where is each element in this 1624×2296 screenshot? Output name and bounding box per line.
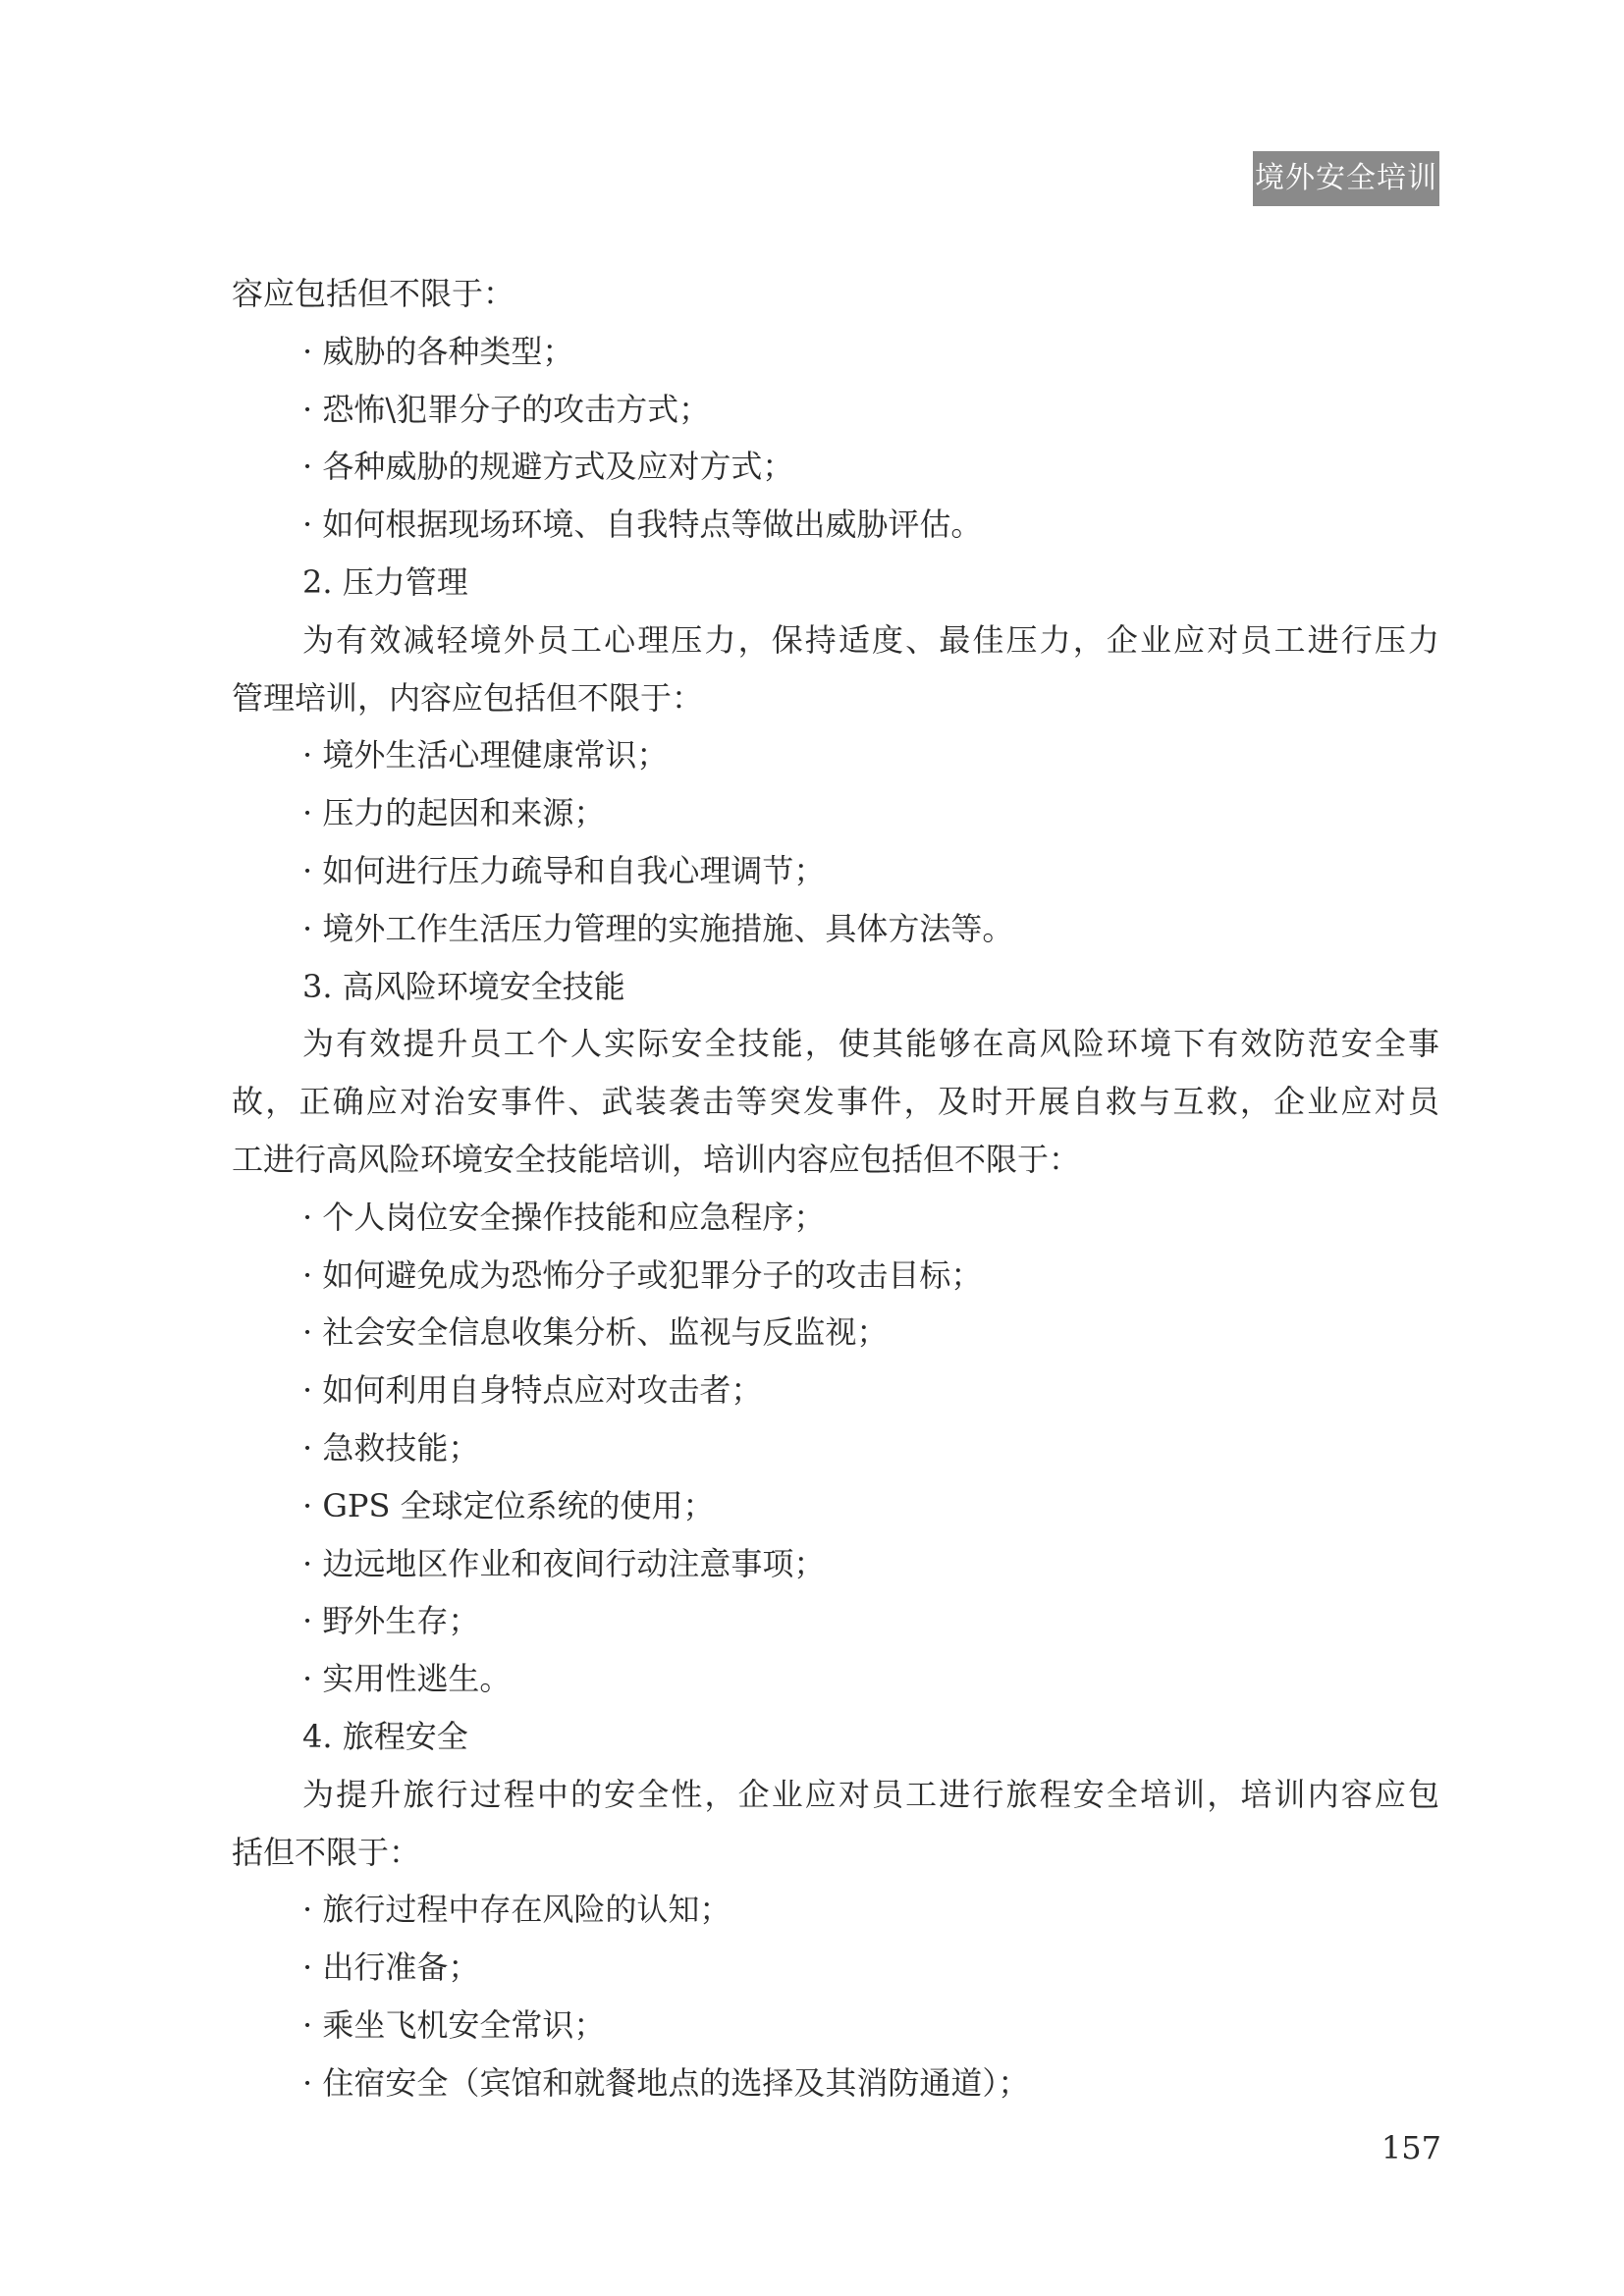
paragraph-line: 括但不限于： bbox=[232, 1833, 421, 1871]
bullet-item: · 住宿安全（宾馆和就餐地点的选择及其消防通道）； bbox=[302, 2063, 1030, 2102]
section-heading: 2. 压力管理 bbox=[302, 562, 468, 601]
paragraph-line: 为提升旅行过程中的安全性，企业应对员工进行旅程安全培训，培训内容应包 bbox=[302, 1775, 1439, 1813]
bullet-item: · 境外工作生活压力管理的实施措施、具体方法等。 bbox=[302, 909, 1014, 947]
page-body bbox=[232, 265, 1439, 2112]
paragraph-line: 工进行高风险环境安全技能培训，培训内容应包括但不限于： bbox=[232, 1140, 1081, 1178]
bullet-item: · 如何利用自身特点应对攻击者； bbox=[302, 1371, 763, 1410]
paragraph-line: 为有效减轻境外员工心理压力，保持适度、最佳压力，企业应对员工进行压力 bbox=[302, 620, 1439, 659]
page-number: 157 bbox=[1380, 2129, 1441, 2166]
paragraph-line: 为有效提升员工个人实际安全技能，使其能够在高风险环境下有效防范安全事 bbox=[302, 1025, 1439, 1063]
paragraph-line: 管理培训，内容应包括但不限于： bbox=[232, 678, 704, 717]
bullet-item: · 如何进行压力疏导和自我心理调节； bbox=[302, 851, 826, 889]
bullet-item: · 压力的起因和来源； bbox=[302, 794, 606, 832]
bullet-item: · 急救技能； bbox=[302, 1428, 480, 1467]
bullet-item: · 野外生存； bbox=[302, 1602, 480, 1640]
bullet-item: · 各种威胁的规避方式及应对方式； bbox=[302, 448, 794, 486]
bullet-item: · 威胁的各种类型； bbox=[302, 332, 574, 370]
section-heading: 3. 高风险环境安全技能 bbox=[302, 967, 625, 1005]
bullet-item: · 边远地区作业和夜间行动注意事项； bbox=[302, 1544, 826, 1582]
bullet-item: · 社会安全信息收集分析、监视与反监视； bbox=[302, 1313, 889, 1352]
bullet-item: · 实用性逃生。 bbox=[302, 1660, 512, 1698]
bullet-item: · 乘坐飞机安全常识； bbox=[302, 2005, 606, 2044]
section-heading: 4. 旅程安全 bbox=[302, 1717, 468, 1755]
bullet-item: · 个人岗位安全操作技能和应急程序； bbox=[302, 1198, 826, 1236]
section-tab: 境外安全培训 bbox=[1253, 151, 1439, 206]
bullet-item: · 出行准备； bbox=[302, 1949, 480, 1987]
bullet-item: · 旅行过程中存在风险的认知； bbox=[302, 1891, 731, 1929]
bullet-item: · 如何根据现场环境、自我特点等做出威胁评估。 bbox=[302, 506, 983, 544]
bullet-item: · 恐怖\犯罪分子的攻击方式； bbox=[302, 390, 711, 428]
bullet-item: · 如何避免成为恐怖分子或犯罪分子的攻击目标； bbox=[302, 1255, 983, 1294]
bullet-item: · GPS 全球定位系统的使用； bbox=[302, 1486, 715, 1524]
bullet-item: · 境外生活心理健康常识； bbox=[302, 736, 669, 774]
paragraph-line: 故，正确应对治安事件、武装袭击等突发事件，及时开展自救与互救，企业应对员 bbox=[232, 1083, 1439, 1121]
text-line: 容应包括但不限于： bbox=[232, 275, 515, 312]
